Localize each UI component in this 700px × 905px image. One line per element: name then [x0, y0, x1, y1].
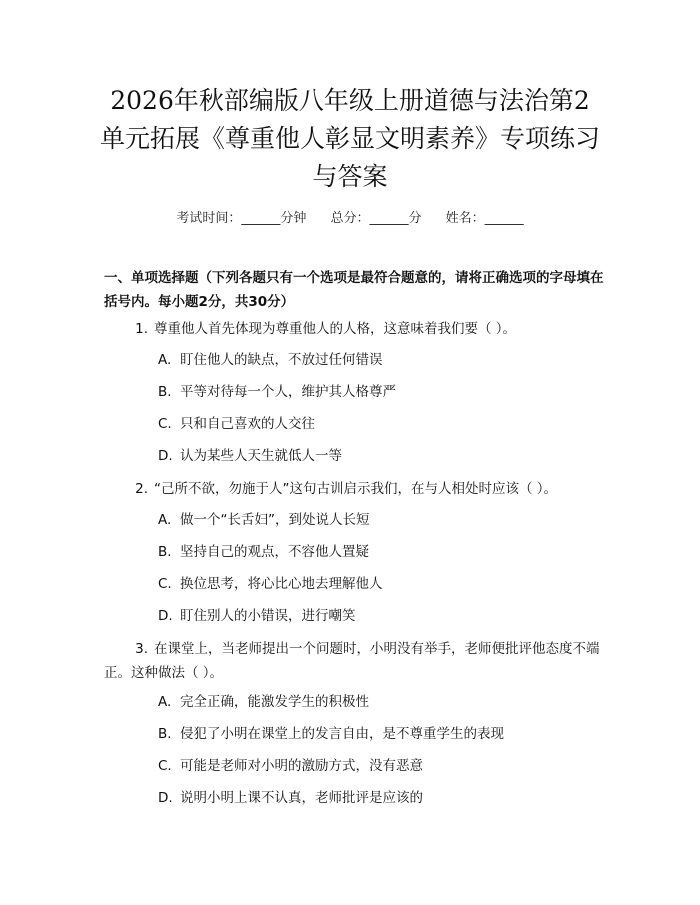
option-letter: B.	[158, 726, 172, 742]
question-number: 1.	[135, 321, 148, 337]
option-text: 做一个“长舌妇”，到处说人长短	[180, 512, 370, 528]
option-letter: C.	[158, 758, 172, 774]
option-2d	[158, 605, 598, 627]
exam-time: 考试时间：______分钟	[176, 211, 307, 226]
option-letter: B.	[158, 544, 172, 560]
exam-name: 姓名：______	[445, 211, 524, 226]
option-text: 侵犯了小明在课堂上的发言自由，是不尊重学生的表现	[180, 726, 504, 742]
option-letter: A.	[158, 694, 172, 710]
option-1b	[158, 381, 598, 403]
option-letter: D.	[158, 608, 173, 624]
option-3a	[158, 691, 598, 713]
question-3	[104, 637, 604, 685]
question-1	[104, 317, 604, 341]
section-heading: 一、单项选择题（下列各题只有一个选项是最符合题意的，请将正确选项的字母填在括号内。每小题2分，共30分）	[104, 270, 604, 310]
option-3b	[158, 723, 598, 745]
option-3d	[158, 787, 598, 809]
option-text: 只和自己喜欢的人交往	[180, 416, 315, 432]
question-number: 3.	[135, 641, 148, 657]
option-1c	[158, 413, 598, 435]
option-text: 坚持自己的观点，不容他人置疑	[180, 544, 369, 560]
option-text: 盯住他人的缺点，不放过任何错误	[180, 352, 383, 368]
option-letter: C.	[158, 416, 172, 432]
option-text: 说明小明上课不认真，老师批评是应该的	[180, 790, 423, 806]
option-letter: A.	[158, 352, 172, 368]
option-letter: D.	[158, 448, 173, 464]
option-text: 盯住别人的小错误，进行嘲笑	[180, 608, 356, 624]
option-text: 平等对待每一个人，维护其人格尊严	[180, 384, 396, 400]
question-number: 2.	[135, 481, 148, 497]
option-2c	[158, 573, 598, 595]
option-letter: A.	[158, 512, 172, 528]
question-text: 尊重他人首先体现为尊重他人的人格，这意味着我们要（ ）。	[154, 321, 517, 337]
option-text: 可能是老师对小明的激励方式，没有恶意	[180, 758, 423, 774]
option-1a	[158, 349, 598, 371]
option-3c	[158, 755, 598, 777]
document-title: 2026年秋部编版八年级上册道德与法治第2单元拓展《尊重他人彰显文明素养》专项练习与答案	[100, 86, 601, 191]
option-2b	[158, 541, 598, 563]
option-letter: D.	[158, 790, 173, 806]
exam-meta	[0, 207, 700, 226]
option-letter: C.	[158, 576, 172, 592]
option-text: 完全正确，能激发学生的积极性	[180, 694, 369, 710]
option-text: 换位思考，将心比心地去理解他人	[180, 576, 383, 592]
question-2	[104, 477, 604, 501]
option-1d	[158, 445, 598, 467]
option-text: 认为某些人天生就低人一等	[180, 448, 342, 464]
question-text: “己所不欲，勿施于人”这句古训启示我们，在与人相处时应该（ ）。	[154, 481, 558, 497]
option-letter: B.	[158, 384, 172, 400]
option-2a	[158, 509, 598, 531]
exam-score: 总分：______分	[330, 211, 422, 226]
question-text: 在课堂上，当老师提出一个问题时，小明没有举手，老师便批评他态度不端正。这种做法（ ）。	[104, 641, 600, 681]
